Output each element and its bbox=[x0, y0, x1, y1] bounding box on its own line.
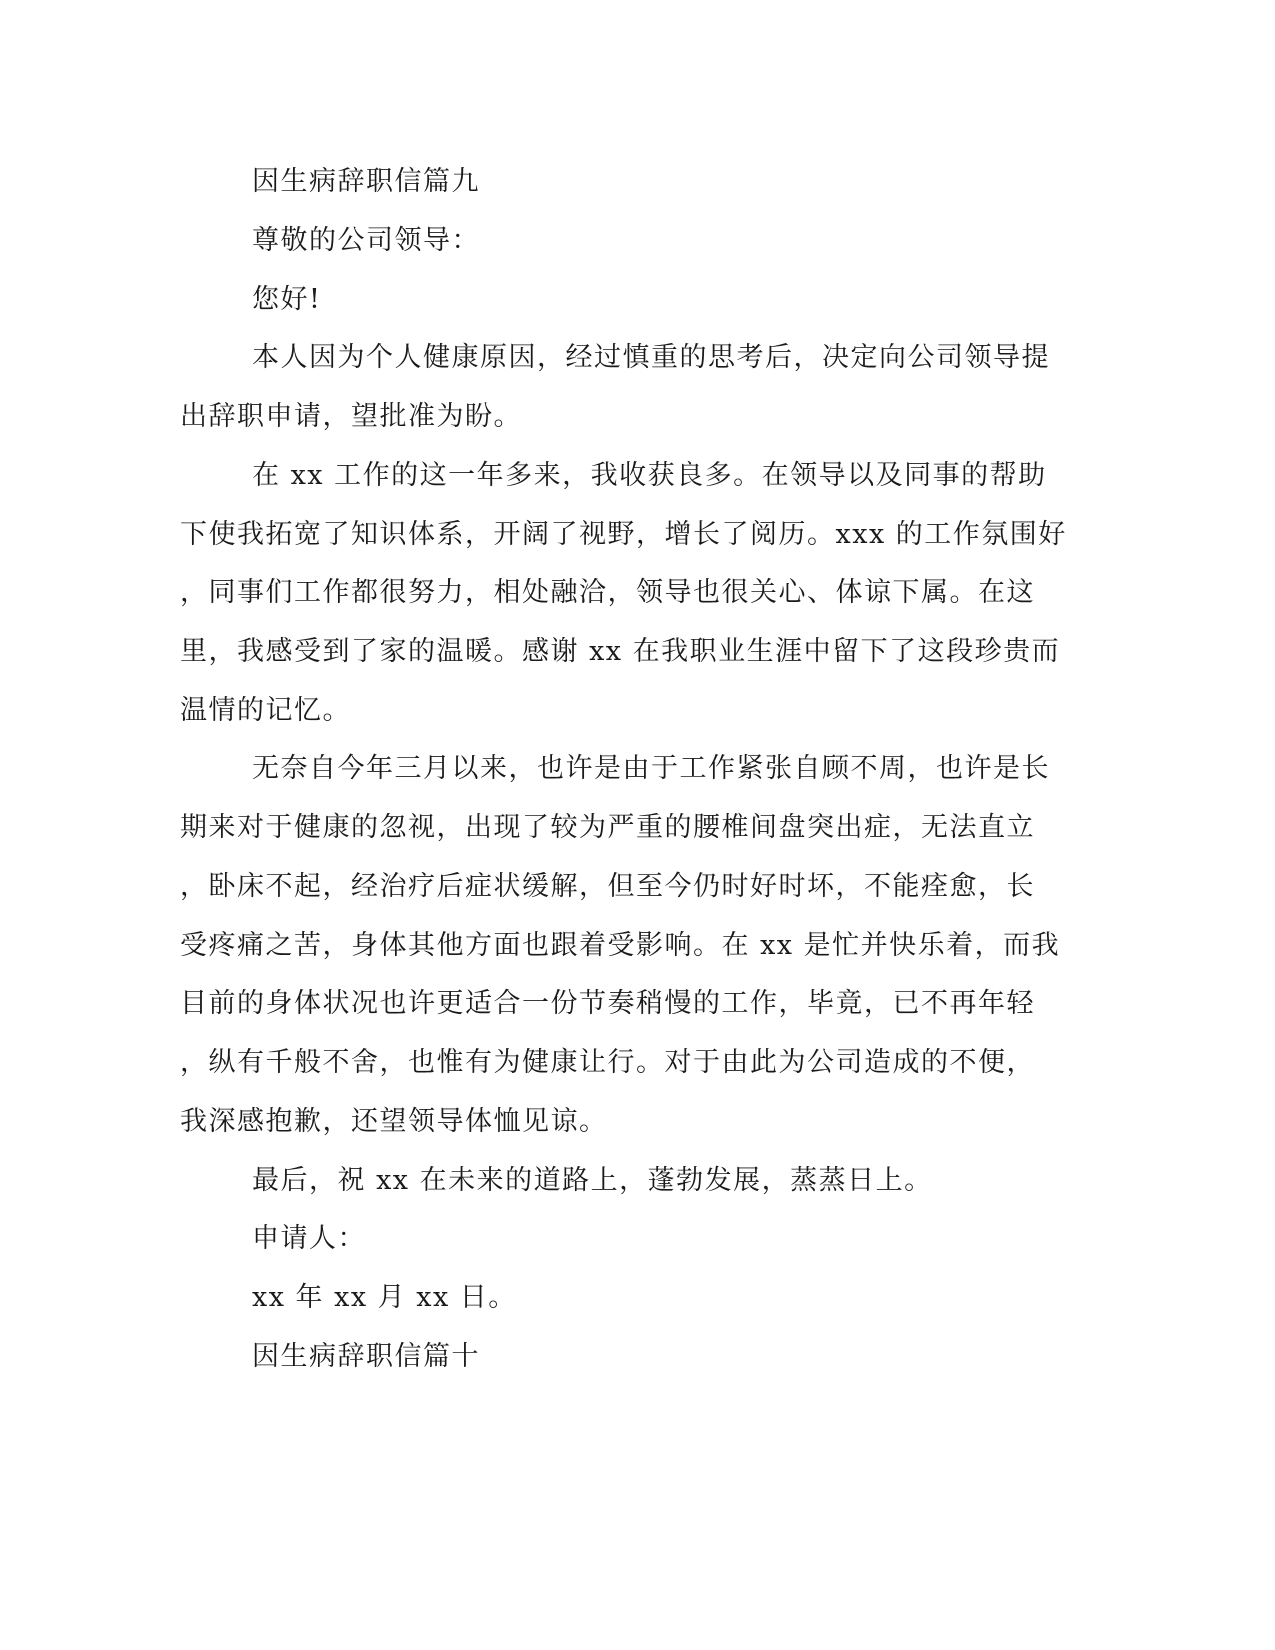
body-line: 目前的身体状况也许更适合一份节奏稍慢的工作，毕竟，已不再年轻 bbox=[180, 988, 1035, 1019]
greeting: 您好! bbox=[252, 284, 322, 315]
applicant-label: 申请人： bbox=[252, 1223, 366, 1254]
section-title-9: 因生病辞职信篇九 bbox=[252, 166, 480, 197]
body-line: 我深感抱歉，还望领导体恤见谅。 bbox=[180, 1106, 608, 1137]
body-line: 出辞职申请，望批准为盼。 bbox=[180, 401, 522, 432]
body-line: 本人因为个人健康原因，经过慎重的思考后，决定向公司领导提 bbox=[252, 342, 1050, 373]
body-line: 里，我感受到了家的温暖。感谢 xx 在我职业生涯中留下了这段珍贵而 bbox=[180, 636, 1061, 667]
section-title-10: 因生病辞职信篇十 bbox=[252, 1341, 480, 1372]
body-line: 无奈自今年三月以来，也许是由于工作紧张自顾不周，也许是长 bbox=[252, 753, 1050, 784]
body-line: 期来对于健康的忽视，出现了较为严重的腰椎间盘突出症，无法直立 bbox=[180, 812, 1035, 843]
body-line: 受疼痛之苦，身体其他方面也跟着受影响。在 xx 是忙并快乐着，而我 bbox=[180, 930, 1061, 961]
body-line: 温情的记忆。 bbox=[180, 695, 351, 726]
body-line: ，同事们工作都很努力，相处融洽，领导也很关心、体谅下属。在这 bbox=[180, 577, 1035, 608]
body-line: ，纵有千般不舍，也惟有为健康让行。对于由此为公司造成的不便， bbox=[180, 1047, 1035, 1078]
date-line: xx 年 xx 月 xx 日。 bbox=[252, 1282, 517, 1313]
body-line: 下使我拓宽了知识体系，开阔了视野，增长了阅历。xxx 的工作氛围好 bbox=[180, 519, 1067, 550]
body-line: ，卧床不起，经治疗后症状缓解，但至今仍时好时坏，不能痊愈，长 bbox=[180, 871, 1035, 902]
body-line: 在 xx 工作的这一年多来，我收获良多。在领导以及同事的帮助 bbox=[252, 460, 1047, 491]
closing-wish: 最后，祝 xx 在未来的道路上，蓬勃发展，蒸蒸日上。 bbox=[252, 1165, 933, 1196]
salutation: 尊敬的公司领导： bbox=[252, 225, 480, 256]
